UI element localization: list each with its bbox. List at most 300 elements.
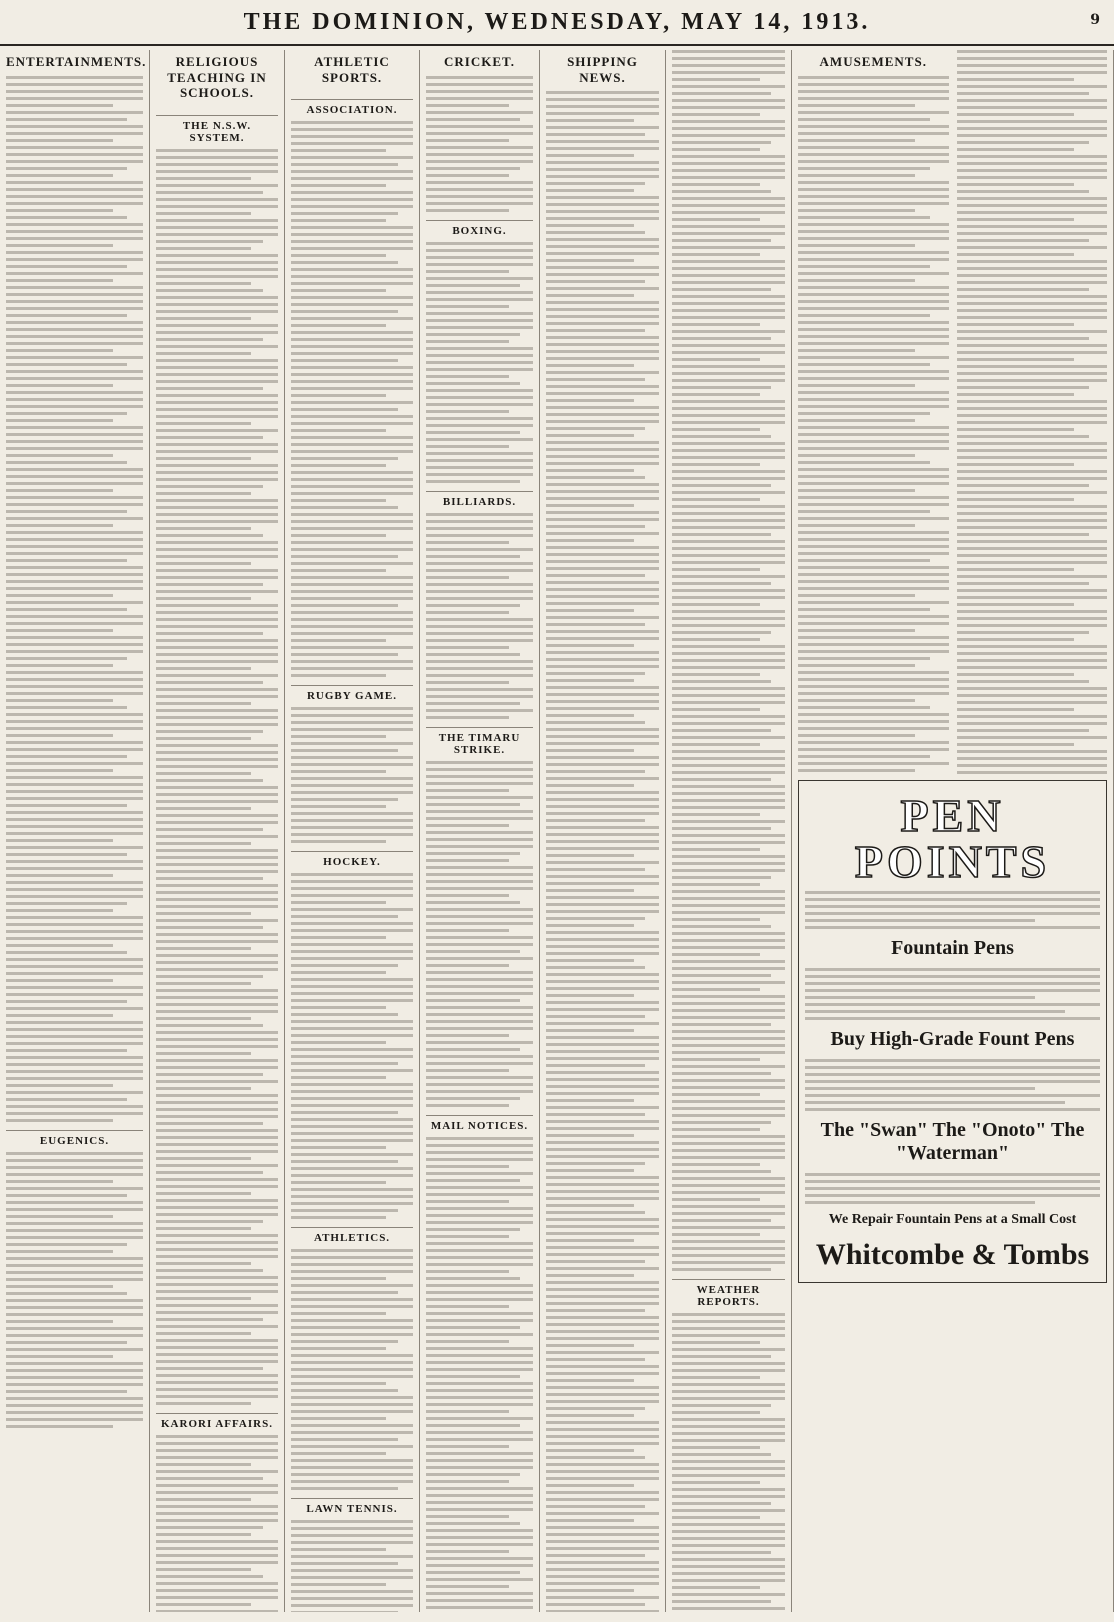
text-line: [798, 293, 949, 296]
text-line: [291, 1445, 413, 1448]
text-line: [546, 1386, 659, 1389]
text-line: [156, 198, 278, 201]
text-line: [156, 352, 251, 355]
text-line: [426, 866, 533, 869]
text-line: [426, 1137, 533, 1140]
text-line: [156, 1526, 263, 1529]
text-line: [156, 1003, 278, 1006]
text-line: [156, 450, 278, 453]
text-line: [291, 555, 398, 558]
text-line: [546, 567, 659, 570]
text-line: [546, 574, 645, 577]
text-line: [426, 817, 533, 820]
text-line: [957, 78, 1074, 81]
text-line: [805, 1080, 1100, 1083]
text-line: [6, 328, 143, 331]
text-line: [6, 1166, 143, 1169]
text-line: [156, 1290, 278, 1293]
text-line: [546, 259, 634, 262]
text-line: [291, 1347, 386, 1350]
text-line: [291, 971, 386, 974]
text-line: [6, 769, 113, 772]
text-line: [291, 618, 413, 621]
text-line: [546, 1057, 659, 1060]
text-line: [957, 120, 1108, 123]
text-line: [6, 692, 143, 695]
text-line: [672, 694, 785, 697]
text-line: [156, 499, 278, 502]
text-block: [426, 1137, 533, 1612]
text-line: [6, 398, 143, 401]
text-line: [546, 1071, 659, 1074]
text-line: [156, 961, 278, 964]
text-line: [546, 868, 645, 871]
text-line: [546, 1463, 659, 1466]
text-line: [546, 322, 659, 325]
text-line: [426, 971, 533, 974]
text-line: [291, 121, 413, 124]
text-line: [291, 359, 398, 362]
text-line: [156, 275, 278, 278]
text-line: [291, 149, 386, 152]
text-line: [546, 1008, 659, 1011]
text-line: [672, 715, 785, 718]
text-line: [957, 589, 1108, 592]
text-line: [291, 1013, 398, 1016]
text-line: [798, 468, 949, 471]
text-line: [291, 833, 413, 836]
text-line: [426, 873, 533, 876]
text-line: [426, 153, 533, 156]
text-line: [156, 1491, 278, 1494]
text-line: [6, 1334, 143, 1337]
text-block: [6, 1152, 143, 1428]
text-line: [6, 853, 127, 856]
text-line: [6, 146, 143, 149]
text-line: [546, 980, 659, 983]
text-line: [426, 709, 533, 712]
text-line: [672, 442, 785, 445]
text-line: [426, 1501, 533, 1504]
text-line: [291, 457, 398, 460]
text-line: [6, 1418, 143, 1421]
text-line: [546, 189, 634, 192]
text-line: [546, 210, 659, 213]
text-line: [672, 456, 785, 459]
text-line: [291, 978, 413, 981]
text-line: [6, 1320, 113, 1323]
text-line: [291, 415, 413, 418]
text-line: [546, 679, 634, 682]
text-line: [672, 1544, 785, 1547]
text-line: [798, 349, 915, 352]
text-line: [798, 384, 915, 387]
text-line: [957, 645, 1108, 648]
text-line: [672, 1341, 760, 1344]
text-line: [672, 1114, 785, 1117]
text-line: [546, 1232, 659, 1235]
text-line: [291, 324, 386, 327]
text-line: [426, 1536, 533, 1539]
text-line: [6, 1264, 143, 1267]
text-line: [672, 1425, 785, 1428]
text-line: [291, 625, 413, 628]
text-line: [156, 240, 263, 243]
text-line: [156, 688, 278, 691]
text-line: [426, 298, 533, 301]
text-line: [546, 238, 659, 241]
text-line: [672, 1037, 785, 1040]
advert-brand: Whitcombe & Tombs: [815, 1238, 1090, 1271]
text-line: [6, 216, 127, 219]
text-line: [426, 667, 533, 670]
text-line: [805, 1180, 1100, 1183]
text-line: [672, 92, 771, 95]
text-line: [426, 368, 533, 371]
text-line: [798, 419, 915, 422]
text-line: [546, 1302, 659, 1305]
text-line: [672, 407, 785, 410]
text-line: [672, 169, 785, 172]
text-line: [546, 98, 659, 101]
text-line: [156, 835, 278, 838]
text-line: [156, 1297, 251, 1300]
text-line: [546, 1561, 659, 1564]
text-line: [546, 364, 634, 367]
text-line: [156, 471, 278, 474]
text-line: [798, 706, 930, 709]
text-line: [6, 174, 113, 177]
text-line: [6, 188, 143, 191]
text-line: [291, 777, 413, 780]
text-line: [156, 163, 278, 166]
text-line: [957, 561, 1108, 564]
text-line: [546, 504, 634, 507]
text-line: [156, 1024, 263, 1027]
text-line: [156, 800, 278, 803]
text-line: [672, 638, 760, 641]
text-line: [546, 1379, 634, 1382]
text-line: [798, 118, 930, 121]
text-line: [6, 1257, 143, 1260]
text-line: [291, 999, 413, 1002]
text-line: [957, 421, 1108, 424]
text-line: [546, 693, 659, 696]
text-line: [798, 727, 949, 730]
text-line: [291, 282, 413, 285]
text-line: [291, 485, 413, 488]
text-line: [957, 113, 1074, 116]
text-line: [426, 1249, 533, 1252]
text-line: [546, 931, 659, 934]
text-line: [672, 358, 760, 361]
text-line: [672, 393, 760, 396]
text-line: [798, 440, 949, 443]
text-line: [156, 317, 251, 320]
text-line: [156, 1087, 251, 1090]
text-line: [546, 1547, 659, 1550]
text-line: [672, 890, 785, 893]
text-line: [426, 445, 509, 448]
text-line: [291, 1534, 413, 1537]
text-line: [426, 789, 509, 792]
text-line: [156, 968, 278, 971]
text-line: [672, 1383, 785, 1386]
text-line: [546, 1176, 659, 1179]
text-line: [156, 1262, 251, 1265]
text-line: [6, 475, 143, 478]
text-line: [156, 422, 251, 425]
text-line: [672, 652, 785, 655]
text-line: [426, 125, 533, 128]
text-line: [6, 937, 143, 940]
section-heading: KARORI AFFAIRS.: [156, 1413, 278, 1430]
text-line: [6, 1348, 143, 1351]
text-line: [291, 611, 413, 614]
text-line: [805, 1187, 1100, 1190]
advert-headline: PEN POINTS: [854, 790, 1051, 887]
text-line: [546, 1141, 659, 1144]
text-line: [672, 1212, 785, 1215]
text-line: [291, 233, 413, 236]
text-line: [546, 1505, 645, 1508]
text-line: [546, 1169, 634, 1172]
text-line: [291, 1480, 413, 1483]
text-line: [546, 91, 659, 94]
text-line: [672, 666, 785, 669]
text-block: [805, 968, 1100, 1020]
text-line: [798, 139, 915, 142]
text-line: [672, 946, 785, 949]
text-line: [6, 1383, 143, 1386]
text-line: [291, 1277, 386, 1280]
text-line: [546, 1365, 659, 1368]
text-line: [156, 751, 278, 754]
text-line: [798, 524, 915, 527]
text-line: [6, 209, 113, 212]
text-line: [426, 1055, 533, 1058]
text-line: [291, 450, 413, 453]
text-line: [156, 933, 278, 936]
text-line: [291, 1125, 413, 1128]
text-line: [291, 894, 413, 897]
section-heading: BILLIARDS.: [426, 491, 533, 508]
text-line: [957, 491, 1108, 494]
text-line: [672, 1551, 771, 1554]
text-line: [156, 562, 251, 565]
text-line: [291, 1396, 413, 1399]
text-line: [672, 1355, 771, 1358]
text-line: [291, 1249, 413, 1252]
text-line: [672, 1446, 760, 1449]
text-line: [291, 992, 413, 995]
text-line: [291, 1298, 413, 1301]
text-line: [546, 1435, 659, 1438]
text-line: [957, 71, 1108, 74]
text-line: [156, 429, 278, 432]
text-line: [672, 575, 785, 578]
text-line: [672, 239, 771, 242]
text-line: [291, 380, 413, 383]
text-line: [957, 57, 1108, 60]
text-line: [672, 337, 771, 340]
text-line: [426, 639, 533, 642]
text-line: [957, 659, 1108, 662]
text-line: [156, 1129, 278, 1132]
text-line: [156, 1101, 278, 1104]
text-line: [546, 672, 645, 675]
text-line: [291, 597, 413, 600]
text-line: [546, 630, 659, 633]
text-line: [291, 401, 413, 404]
text-line: [546, 952, 659, 955]
text-line: [672, 659, 785, 662]
text-line: [672, 855, 785, 858]
text-line: [798, 685, 949, 688]
text-line: [426, 859, 509, 862]
text-line: [546, 434, 634, 437]
text-line: [546, 686, 659, 689]
text-block: [546, 91, 659, 1612]
text-line: [6, 97, 143, 100]
text-line: [798, 286, 949, 289]
text-line: [957, 400, 1108, 403]
text-line: [957, 547, 1108, 550]
text-line: [672, 1107, 785, 1110]
text-line: [291, 135, 413, 138]
text-line: [6, 510, 127, 513]
text-line: [291, 464, 386, 467]
text-line: [426, 1417, 533, 1420]
text-line: [156, 1360, 278, 1363]
text-line: [156, 786, 278, 789]
text-line: [291, 443, 413, 446]
text-line: [798, 97, 949, 100]
text-line: [156, 282, 251, 285]
text-line: [672, 78, 760, 81]
text-line: [291, 653, 398, 656]
text-line: [156, 667, 251, 670]
text-line: [426, 1347, 533, 1350]
text-line: [426, 1214, 533, 1217]
text-line: [291, 170, 413, 173]
text-line: [426, 375, 509, 378]
text-line: [798, 545, 949, 548]
text-line: [672, 1030, 785, 1033]
text-line: [798, 643, 949, 646]
text-line: [291, 735, 386, 738]
text-line: [426, 291, 533, 294]
text-line: [426, 1006, 533, 1009]
text-line: [672, 533, 771, 536]
text-line: [546, 1155, 659, 1158]
text-line: [291, 534, 386, 537]
text-line: [957, 253, 1074, 256]
text-line: [6, 489, 113, 492]
text-line: [6, 1105, 143, 1108]
text-line: [6, 517, 143, 520]
text-line: [426, 1487, 533, 1490]
text-line: [546, 441, 659, 444]
text-line: [156, 793, 278, 796]
text-line: [805, 919, 1035, 922]
text-block: [291, 707, 413, 843]
text-line: [6, 1091, 143, 1094]
text-line: [798, 244, 915, 247]
text-line: [156, 1395, 278, 1398]
text-line: [426, 340, 509, 343]
text-line: [156, 373, 278, 376]
text-line: [426, 361, 533, 364]
text-line: [291, 1118, 413, 1121]
text-line: [957, 568, 1074, 571]
column-3: [285, 50, 420, 1612]
text-line: [426, 1410, 509, 1413]
text-line: [672, 1411, 760, 1414]
text-line: [546, 161, 659, 164]
text-line: [805, 1108, 1100, 1111]
text-line: [156, 989, 278, 992]
text-line: [957, 134, 1108, 137]
text-line: [672, 1474, 785, 1477]
text-line: [426, 1333, 533, 1336]
text-line: [291, 943, 413, 946]
text-line: [546, 770, 645, 773]
text-line: [291, 436, 413, 439]
text-line: [426, 312, 533, 315]
text-line: [291, 784, 413, 787]
text-line: [6, 272, 143, 275]
text-line: [546, 1239, 634, 1242]
text-line: [672, 918, 760, 921]
text-line: [672, 645, 785, 648]
text-line: [426, 1034, 509, 1037]
advert-pens: The "Swan" The "Onoto" The "Waterman": [820, 1119, 1085, 1164]
text-line: [156, 1143, 278, 1146]
text-line: [156, 954, 278, 957]
text-line: [6, 881, 143, 884]
text-line: [672, 995, 785, 998]
text-line: [156, 849, 278, 852]
text-line: [156, 1066, 278, 1069]
text-line: [426, 681, 509, 684]
text-line: [805, 1003, 1100, 1006]
text-line: [156, 1115, 278, 1118]
text-line: [6, 1194, 127, 1197]
text-line: [426, 618, 533, 621]
text-line: [546, 385, 659, 388]
text-line: [6, 678, 143, 681]
column-heading: RELIGIOUS TEACHING IN SCHOOLS.: [167, 54, 267, 101]
text-line: [426, 1375, 520, 1378]
text-line: [805, 926, 1100, 929]
text-line: [156, 1582, 278, 1585]
text-line: [957, 218, 1074, 221]
text-line: [957, 246, 1108, 249]
text-block: [672, 1313, 785, 1612]
text-block: [6, 76, 143, 1122]
column-4: [420, 50, 540, 1612]
text-line: [546, 665, 659, 668]
text-line: [546, 1477, 659, 1480]
text-line: [957, 141, 1089, 144]
text-line: [546, 490, 659, 493]
text-line: [156, 905, 278, 908]
text-line: [156, 1150, 278, 1153]
text-line: [6, 895, 143, 898]
text-line: [156, 254, 278, 257]
text-line: [291, 880, 413, 883]
